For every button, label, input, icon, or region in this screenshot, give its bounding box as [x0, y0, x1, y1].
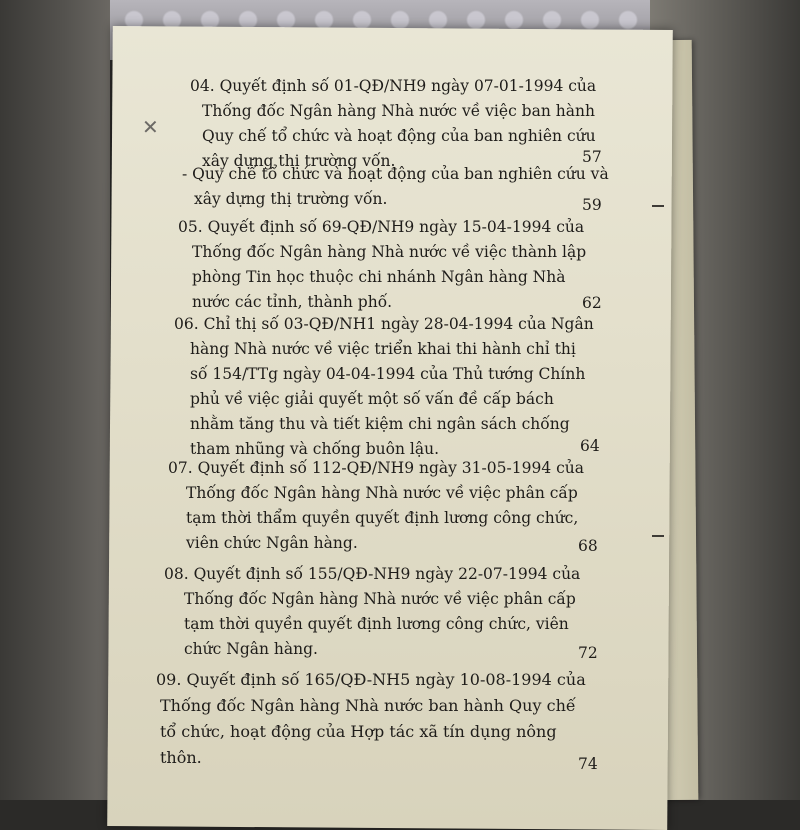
entry-line: chức Ngân hàng. [184, 640, 318, 658]
page-number: 68 [578, 537, 598, 555]
entry-line: Thống đốc Ngân hàng Nhà nước về việc phân cấp [186, 484, 578, 502]
entry-line: thôn. [160, 748, 202, 767]
entry-line: nhằm tăng thu và tiết kiệm chi ngân sách chống [190, 415, 570, 433]
entry-line: phủ về việc giải quyết một số vấn đề cấp bách [190, 390, 554, 408]
entry-line: viên chức Ngân hàng. [186, 534, 358, 552]
entry-line: 05. Quyết định số 69-QĐ/NH9 ngày 15-04-1994 của [178, 218, 585, 236]
page-number: 62 [582, 294, 602, 312]
entry-line: 09. Quyết định số 165/QĐ-NH5 ngày 10-08-1994 của [156, 670, 586, 689]
entry-line: Thống đốc Ngân hàng Nhà nước về việc phân cấp [184, 590, 576, 608]
pen-mark-icon: ✕ [142, 115, 159, 139]
entry-line: Quy chế tổ chức và hoạt động của ban nghiên cứu [202, 127, 596, 145]
toc-entry [156, 667, 586, 771]
entry-line: Thống đốc Ngân hàng Nhà nước về việc thành lập [192, 243, 587, 261]
entry-line: xây dựng thị trường vốn. [194, 190, 388, 208]
entry-line: 08. Quyết định số 155/QĐ-NH9 ngày 22-07-1994 của [164, 565, 581, 583]
entry-line: - Quy chế tổ chức và hoạt động của ban nghiên cứu và [182, 165, 609, 183]
entry-line: tạm thời thẩm quyền quyết định lương công chức, [186, 509, 579, 527]
entry-line: 06. Chỉ thị số 03-QĐ/NH1 ngày 28-04-1994 của Ngân [174, 315, 594, 333]
toc-entry [168, 456, 588, 556]
entry-line: tham nhũng và chống buôn lậu. [190, 440, 440, 458]
entry-line: 07. Quyết định số 112-QĐ/NH9 ngày 31-05-1994 của [168, 459, 585, 477]
page-number: 57 [582, 148, 602, 166]
toc-entry [174, 312, 594, 462]
entry-line: Thống đốc Ngân hàng Nhà nước về việc ban hành [202, 102, 595, 120]
page-number: 74 [578, 755, 598, 773]
page-number: 59 [582, 196, 602, 214]
entry-line: hàng Nhà nước về việc triển khai thi hành chỉ thị [190, 340, 576, 358]
entry-line: số 154/TTg ngày 04-04-1994 của Thủ tướng Chính [190, 365, 586, 383]
toc-entry [178, 215, 598, 315]
toc-entry [182, 162, 609, 212]
entry-line: xây dựng thị trường vốn. [202, 152, 396, 170]
toc-entry [190, 74, 610, 174]
entry-line: phòng Tin học thuộc chi nhánh Ngân hàng Nhà [192, 268, 566, 286]
entry-line: Thống đốc Ngân hàng Nhà nước ban hành Quy chế [160, 696, 576, 715]
entry-line: nước các tỉnh, thành phố. [192, 293, 393, 311]
entry-line: 04. Quyết định số 01-QĐ/NH9 ngày 07-01-1994 của [190, 77, 597, 95]
toc-entry [164, 562, 584, 662]
page-number: 64 [580, 437, 600, 455]
entry-line: tạm thời quyền quyết định lương công chức, viên [184, 615, 569, 633]
page-number: 72 [578, 644, 598, 662]
entry-line: tổ chức, hoạt động của Hợp tác xã tín dụng nông [160, 722, 557, 741]
